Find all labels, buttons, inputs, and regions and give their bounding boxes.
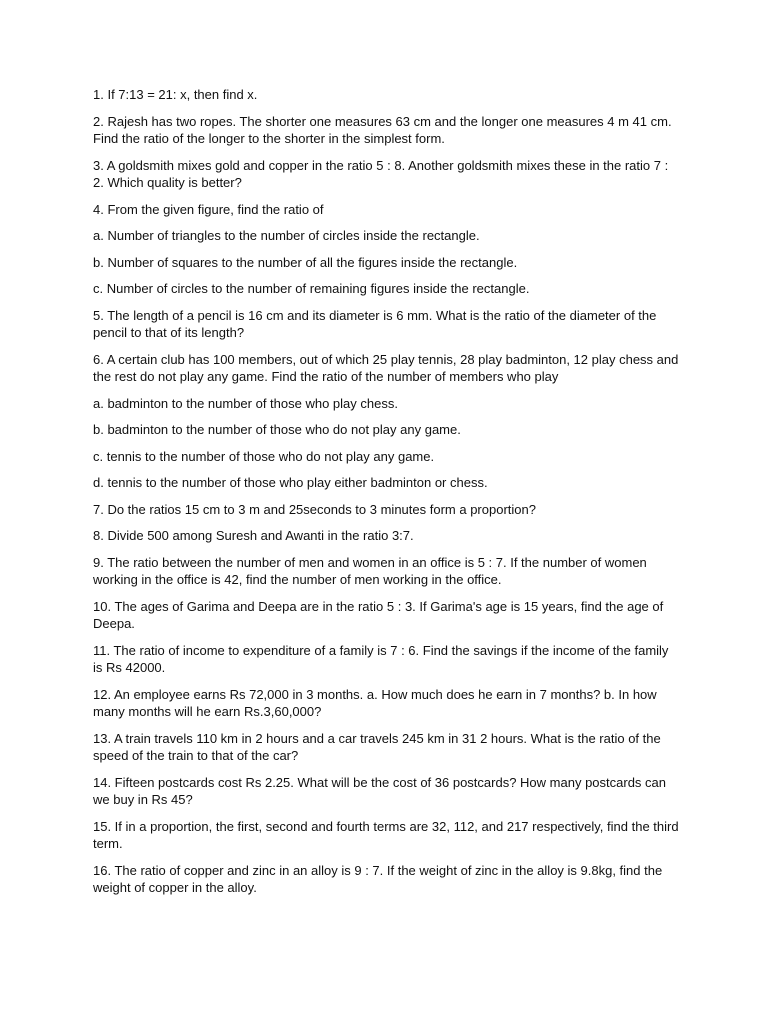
- question-6a: a. badminton to the number of those who play chess.: [93, 395, 398, 411]
- question-16: 16. The ratio of copper and zinc in an alloy is 9 : 7. If the weight of zinc in the alloy is 9.8kg, find the weight of copper in the alloy.: [93, 862, 663, 895]
- question-6b: b. badminton to the number of those who do not play any game.: [93, 422, 461, 437]
- question-9: 9. The ratio between the number of men and women in an office is 5 : 7. If the number of women working in the office is 42, find the number of men working in the office.: [93, 554, 647, 587]
- question-1: 1. If 7:13 = 21: x, then find x.: [93, 87, 258, 102]
- question-4b: b. Number of squares to the number of all the figures inside the rectangle.: [93, 254, 518, 270]
- question-15: 15. If in a proportion, the first, second and fourth terms are 32, 112, and 217 respectively, find the third term.: [93, 818, 679, 851]
- question-3: 3. A goldsmith mixes gold and copper in the ratio 5 : 8. Another goldsmith mixes these in the ratio 7 : 2. Which quality is better?: [93, 157, 669, 190]
- question-7: 7. Do the ratios 15 cm to 3 m and 25seconds to 3 minutes form a proportion?: [93, 501, 536, 517]
- question-6d: d. tennis to the number of those who play either badminton or chess.: [93, 475, 488, 490]
- question-11: 11. The ratio of income to expenditure of a family is 7 : 6. Find the savings if the income of the family is Rs 42000.: [93, 642, 669, 675]
- question-4: 4. From the given figure, find the ratio of: [93, 201, 324, 217]
- question-2: 2. Rajesh has two ropes. The shorter one measures 63 cm and the longer one measures 4 m 41 cm. Find the ratio of the longer to the shorter in the simplest form.: [93, 113, 672, 146]
- question-12: 12. An employee earns Rs 72,000 in 3 months. a. How much does he earn in 7 months? b. In how many months will he earn Rs.3,60,000?: [93, 686, 657, 719]
- question-5: 5. The length of a pencil is 16 cm and its diameter is 6 mm. What is the ratio of the diameter of the pencil to that of its length?: [93, 307, 657, 340]
- question-4a: a. Number of triangles to the number of circles inside the rectangle.: [93, 228, 480, 243]
- question-6: 6. A certain club has 100 members, out of which 25 play tennis, 28 play badminton, 12 play chess and the rest do not play any game. Find the ratio of the number of members who play: [93, 351, 679, 384]
- question-list: [93, 86, 681, 906]
- question-6c: c. tennis to the number of those who do not play any game.: [93, 448, 435, 464]
- question-10: 10. The ages of Garima and Deepa are in the ratio 5 : 3. If Garima's age is 15 years, find the age of Deepa.: [93, 598, 664, 631]
- question-13: 13. A train travels 110 km in 2 hours and a car travels 245 km in 31 2 hours. What is the ratio of the speed of the train to that of the car?: [93, 730, 661, 763]
- question-14: 14. Fifteen postcards cost Rs 2.25. What will be the cost of 36 postcards? How many postcards can we buy in Rs 45?: [93, 774, 666, 807]
- question-4c: c. Number of circles to the number of remaining figures inside the rectangle.: [93, 281, 530, 296]
- question-8: 8. Divide 500 among Suresh and Awanti in the ratio 3:7.: [93, 528, 414, 543]
